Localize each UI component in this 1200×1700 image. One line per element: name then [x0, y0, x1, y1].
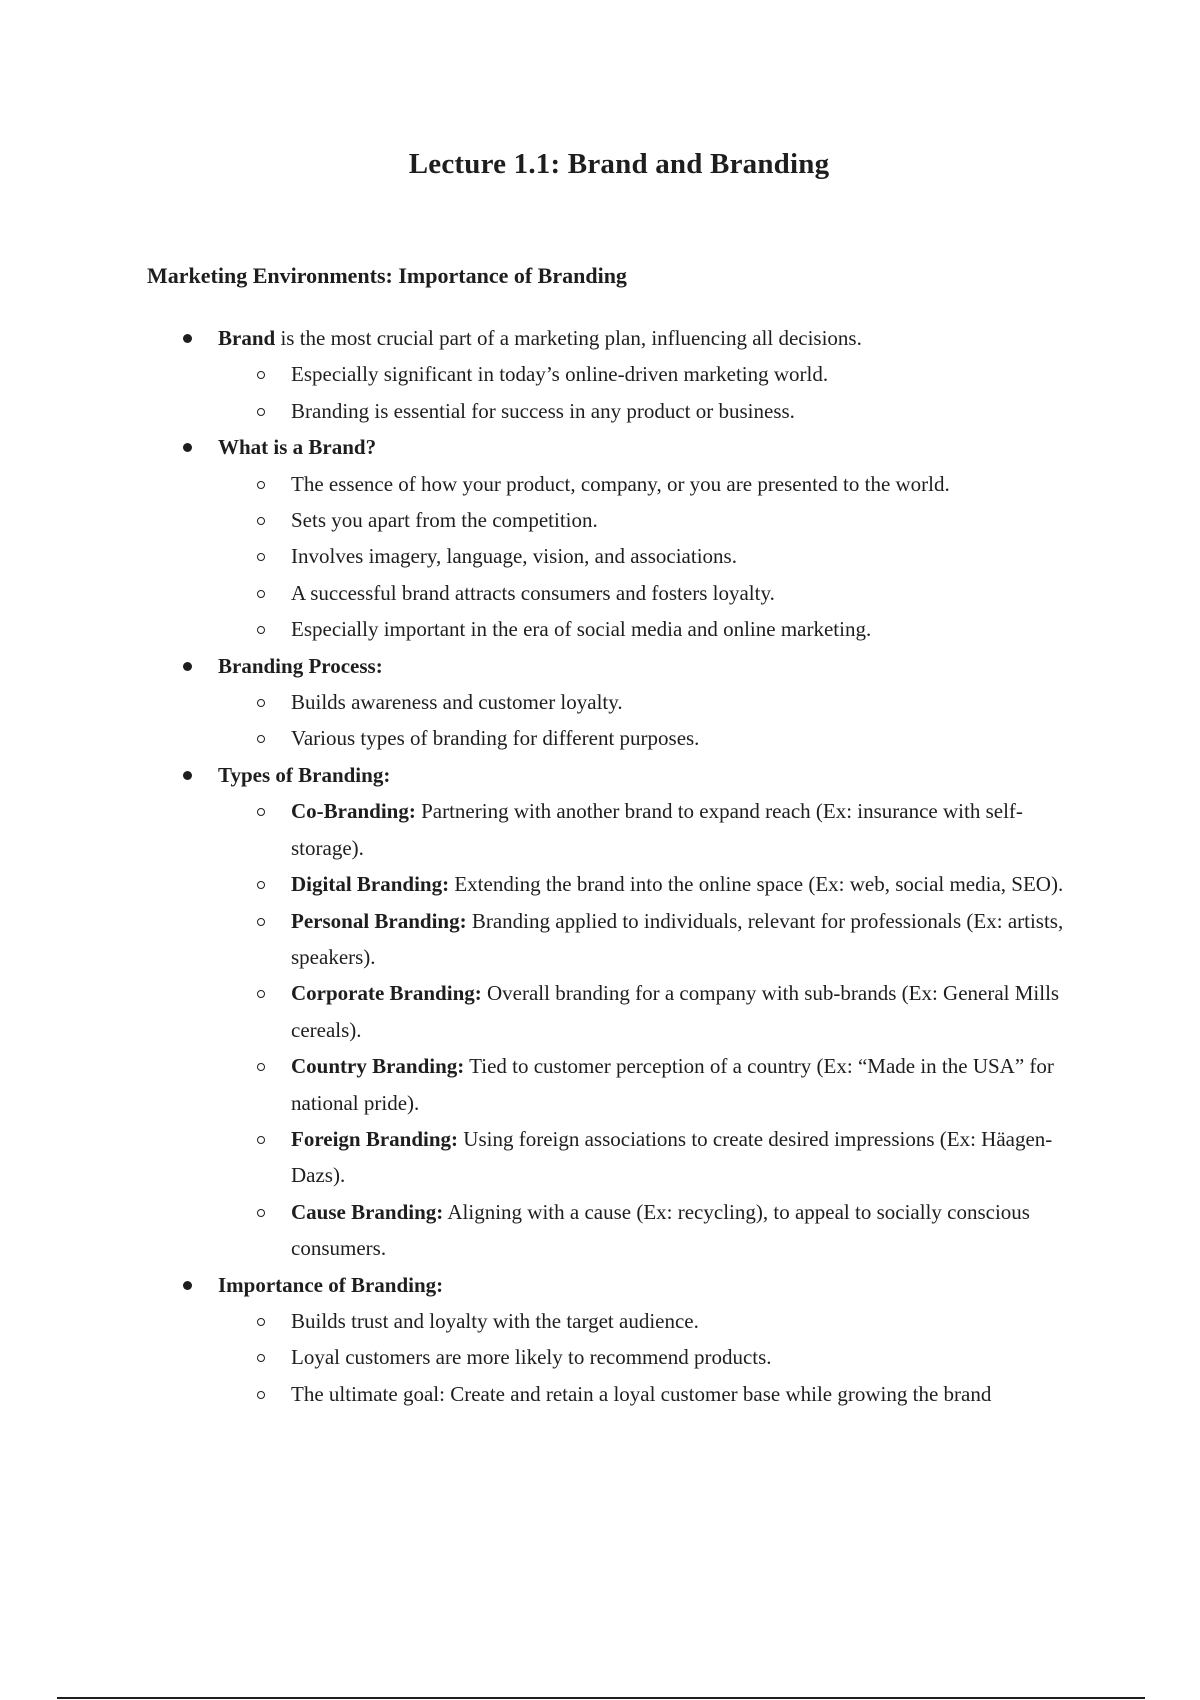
sub-bullet-item	[0, 502, 1200, 538]
sub-bullet-list	[218, 1303, 1200, 1412]
bullet-item	[0, 1267, 1200, 1413]
sub-bullet-text: A successful brand attracts consumers and fosters loyalty.	[291, 580, 775, 605]
bullet-list	[0, 320, 1200, 1412]
sub-bullet-item	[0, 611, 1200, 647]
sub-bullet-item	[0, 1376, 1200, 1412]
bullet-label: Types of Branding:	[218, 762, 391, 787]
sub-bullet-text: Branding applied to individuals, relevant for professionals (Ex: artists, speakers).	[291, 908, 1064, 969]
sub-bullet-label: Digital Branding:	[291, 872, 450, 897]
hollow-bullet-icon	[257, 553, 265, 561]
sub-bullet-label: Personal Branding:	[291, 908, 467, 933]
sub-bullet-item	[0, 793, 1200, 866]
sub-bullet-label: Foreign Branding:	[291, 1126, 459, 1151]
sub-bullet-item	[0, 1048, 1200, 1121]
bullet-label: Branding Process:	[218, 653, 383, 678]
sub-bullet-text: Builds trust and loyalty with the target audience.	[291, 1308, 699, 1333]
hollow-bullet-icon	[257, 371, 265, 379]
filled-bullet-icon	[183, 443, 192, 452]
sub-bullet-label: Corporate Branding:	[291, 981, 482, 1006]
sub-bullet-item	[0, 1339, 1200, 1375]
sub-bullet-text: Involves imagery, language, vision, and associations.	[291, 544, 737, 569]
hollow-bullet-icon	[257, 699, 265, 707]
sub-bullet-label: Country Branding:	[291, 1054, 465, 1079]
sub-bullet-item	[0, 1194, 1200, 1267]
bullet-item	[0, 429, 1200, 647]
hollow-bullet-icon	[257, 1391, 265, 1399]
bullet-label: Brand	[218, 326, 276, 350]
sub-bullet-item	[0, 538, 1200, 574]
sub-bullet-item	[0, 720, 1200, 756]
hollow-bullet-icon	[257, 808, 265, 816]
hollow-bullet-icon	[257, 1136, 265, 1144]
page-title: Lecture 1.1: Brand and Branding	[408, 148, 830, 180]
hollow-bullet-icon	[257, 990, 265, 998]
sub-bullet-item	[0, 1303, 1200, 1339]
sub-bullet-item	[0, 903, 1200, 976]
sub-bullet-text: The ultimate goal: Create and retain a loyal customer base while growing the brand	[291, 1381, 992, 1406]
sub-bullet-text: Overall branding for a company with sub-brands (Ex: General Mills cereals).	[291, 981, 1060, 1042]
sub-bullet-text: Various types of branding for different purposes.	[291, 726, 700, 751]
hollow-bullet-icon	[257, 735, 265, 743]
sub-bullet-item	[0, 575, 1200, 611]
sub-bullet-label: Co-Branding:	[291, 799, 416, 824]
bullet-label: Importance of Branding:	[218, 1272, 444, 1297]
hollow-bullet-icon	[257, 1354, 265, 1362]
sub-bullet-text: Extending the brand into the online space (Ex: web, social media, SEO).	[449, 872, 1064, 897]
hollow-bullet-icon	[257, 517, 265, 525]
hollow-bullet-icon	[257, 590, 265, 598]
sub-bullet-text: Tied to customer perception of a country (Ex: “Made in the USA” for national pride).	[291, 1054, 1054, 1115]
sub-bullet-list	[218, 466, 1200, 648]
filled-bullet-icon	[183, 662, 192, 671]
filled-bullet-icon	[183, 771, 192, 780]
sub-bullet-item	[0, 1121, 1200, 1194]
hollow-bullet-icon	[257, 881, 265, 889]
sub-bullet-text: Sets you apart from the competition.	[291, 508, 598, 533]
sub-bullet-item	[0, 356, 1200, 392]
sub-bullet-list	[218, 793, 1200, 1266]
hollow-bullet-icon	[257, 1063, 265, 1071]
sub-bullet-item	[0, 684, 1200, 720]
sub-bullet-item	[0, 866, 1200, 902]
hollow-bullet-icon	[257, 918, 265, 926]
hollow-bullet-icon	[257, 626, 265, 634]
sub-bullet-text: Builds awareness and customer loyalty.	[291, 690, 623, 715]
filled-bullet-icon	[183, 1281, 192, 1290]
sub-bullet-text: Especially important in the era of social media and online marketing.	[291, 617, 872, 642]
sub-bullet-item	[0, 975, 1200, 1048]
sub-bullet-item	[0, 393, 1200, 429]
hollow-bullet-icon	[257, 1318, 265, 1326]
hollow-bullet-icon	[257, 1209, 265, 1217]
bullet-item	[0, 320, 1200, 429]
section-heading: Marketing Environments: Importance of Branding	[147, 263, 627, 288]
sub-bullet-text: Branding is essential for success in any product or business.	[291, 398, 795, 423]
sub-bullet-text: Using foreign associations to create desired impressions (Ex: Häagen-Dazs).	[291, 1126, 1053, 1188]
sub-bullet-text: Loyal customers are more likely to recommend products.	[291, 1345, 772, 1370]
sub-bullet-text: The essence of how your product, company, or you are presented to the world.	[291, 471, 950, 496]
sub-bullet-list	[218, 684, 1200, 757]
bullet-text: is the most crucial part of a marketing plan, influencing all decisions.	[275, 326, 862, 350]
sub-bullet-item	[0, 466, 1200, 502]
bullet-label: What is a Brand?	[218, 435, 377, 460]
hollow-bullet-icon	[257, 408, 265, 416]
sub-bullet-text: Aligning with a cause (Ex: recycling), to appeal to socially conscious consumers.	[291, 1199, 1030, 1261]
footer-divider	[57, 1697, 1145, 1699]
bullet-item	[0, 757, 1200, 1267]
bullet-item	[0, 648, 1200, 757]
sub-bullet-label: Cause Branding:	[291, 1199, 444, 1224]
hollow-bullet-icon	[257, 481, 265, 489]
sub-bullet-text: Especially significant in today’s online-driven marketing world.	[291, 362, 829, 387]
sub-bullet-text: Partnering with another brand to expand reach (Ex: insurance with self-storage).	[291, 799, 1023, 860]
filled-bullet-icon	[183, 334, 192, 343]
sub-bullet-list	[218, 356, 1200, 429]
